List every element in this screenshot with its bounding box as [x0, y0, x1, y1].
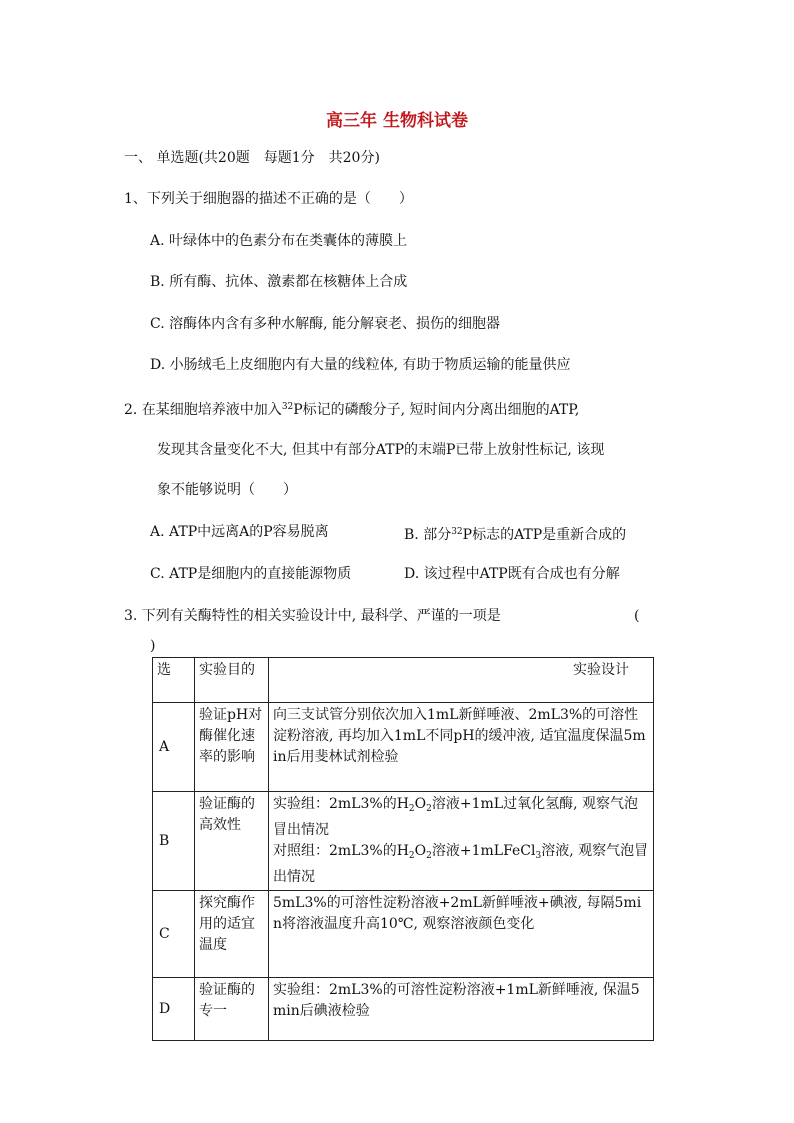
table-row — [153, 891, 654, 978]
subscript: 2 — [426, 851, 432, 861]
table-header-row — [153, 658, 654, 703]
table-row — [153, 978, 654, 1041]
header-option: 选 — [153, 658, 195, 703]
row-purpose: 验证酶的高效性 — [195, 792, 269, 891]
row-purpose: 验证酶的专一 — [195, 978, 269, 1041]
subscript: 2 — [408, 851, 415, 861]
page-title: 高三年 生物科试卷 — [326, 111, 468, 131]
question-2-stem-pre: 2. 在某细胞培养液中加入 — [124, 402, 282, 418]
question-3-stem: 3. 下列有关酶特性的相关实验设计中, 最科学、严谨的一项是 — [124, 608, 501, 624]
row-design — [269, 792, 654, 891]
row-option: B — [153, 792, 195, 891]
text-span: 溶液+1mL过氧化氢酶, 观察气泡冒出情况 — [273, 796, 638, 838]
subscript: 3 — [535, 851, 542, 861]
question-2-option-b-sup: 32 — [451, 527, 463, 537]
question-2-isotope-sup: 32 — [281, 402, 294, 412]
question-2-option-d: D. 该过程中ATP既有合成也有分解 — [404, 566, 620, 582]
header-design: 实验设计 — [573, 662, 629, 678]
question-1-option-a: A. 叶绿体中的色素分布在类囊体的薄膜上 — [150, 233, 408, 249]
text-span: 对照组：2mL3%的H — [273, 843, 409, 859]
question-1-stem: 1、下列关于细胞器的描述不正确的是（ ） — [124, 191, 413, 207]
text-span: 溶液, 观察气泡冒出情况 — [273, 843, 649, 885]
table-row — [153, 792, 654, 891]
question-2-stem-line3: 象不能够说明（ ） — [157, 482, 297, 498]
row-option: A — [153, 703, 195, 792]
question-2-option-b-post: P标志的ATP是重新合成的 — [462, 527, 627, 543]
design-experimental-group — [273, 794, 649, 841]
question-2-option-b-pre: B. 部分 — [404, 527, 452, 543]
row-purpose: 验证pH对酶催化速率的影响 — [195, 703, 269, 792]
question-2-option-a: A. ATP中远离A的P容易脱离 — [150, 524, 329, 540]
subscript: 2 — [408, 804, 415, 814]
question-1-option-c: C. 溶酶体内含有多种水解酶, 能分解衰老、损伤的细胞器 — [150, 316, 501, 332]
table-row — [153, 703, 654, 792]
row-design: 向三支试管分别依次加入1mL新鲜唾液、2mL3%的可溶性淀粉溶液, 再均加入1mL不同pH的缓冲液, 适宜温度保温5min后用斐林试剂检验 — [269, 703, 654, 792]
design-control-group — [273, 841, 649, 888]
experiment-table — [152, 657, 654, 1041]
section-heading: 一、 单选题(共20题 每题1分 共20分) — [124, 150, 380, 166]
text-span: O — [414, 843, 427, 859]
question-3-paren-open: ( — [634, 608, 640, 624]
question-3-paren-close: ) — [150, 638, 156, 654]
question-2-option-c: C. ATP是细胞内的直接能源物质 — [150, 566, 352, 582]
row-design: 实验组：2mL3%的可溶性淀粉溶液+1mL新鲜唾液, 保温5min后碘液检验 — [269, 978, 654, 1041]
question-1-option-b: B. 所有酶、抗体、激素都在核糖体上合成 — [150, 274, 408, 290]
row-option: C — [153, 891, 195, 978]
row-design: 5mL3%的可溶性淀粉溶液+2mL新鲜唾液+碘液, 每隔5min将溶液温度升高10℃, 观察溶液颜色变化 — [269, 891, 654, 978]
header-design-cell — [269, 658, 654, 703]
question-2-stem-post: P标记的磷酸分子, 短时间内分离出细胞的ATP, — [293, 402, 580, 418]
row-purpose: 探究酶作用的适宜温度 — [195, 891, 269, 978]
text-span: O — [414, 796, 427, 812]
question-1-option-d: D. 小肠绒毛上皮细胞内有大量的线粒体, 有助于物质运输的能量供应 — [150, 357, 571, 373]
question-2-stem-line2: 发现其含量变化不大, 但其中有部分ATP的末端P已带上放射性标记, 该现 — [157, 442, 605, 458]
text-span: 溶液+1mLFeCl — [431, 843, 536, 859]
header-purpose: 实验目的 — [195, 658, 269, 703]
text-span: 实验组：2mL3%的H — [273, 796, 409, 812]
question-2-option-b — [404, 522, 626, 545]
question-2-stem — [124, 397, 579, 420]
subscript: 2 — [426, 804, 432, 814]
row-option: D — [153, 978, 195, 1041]
